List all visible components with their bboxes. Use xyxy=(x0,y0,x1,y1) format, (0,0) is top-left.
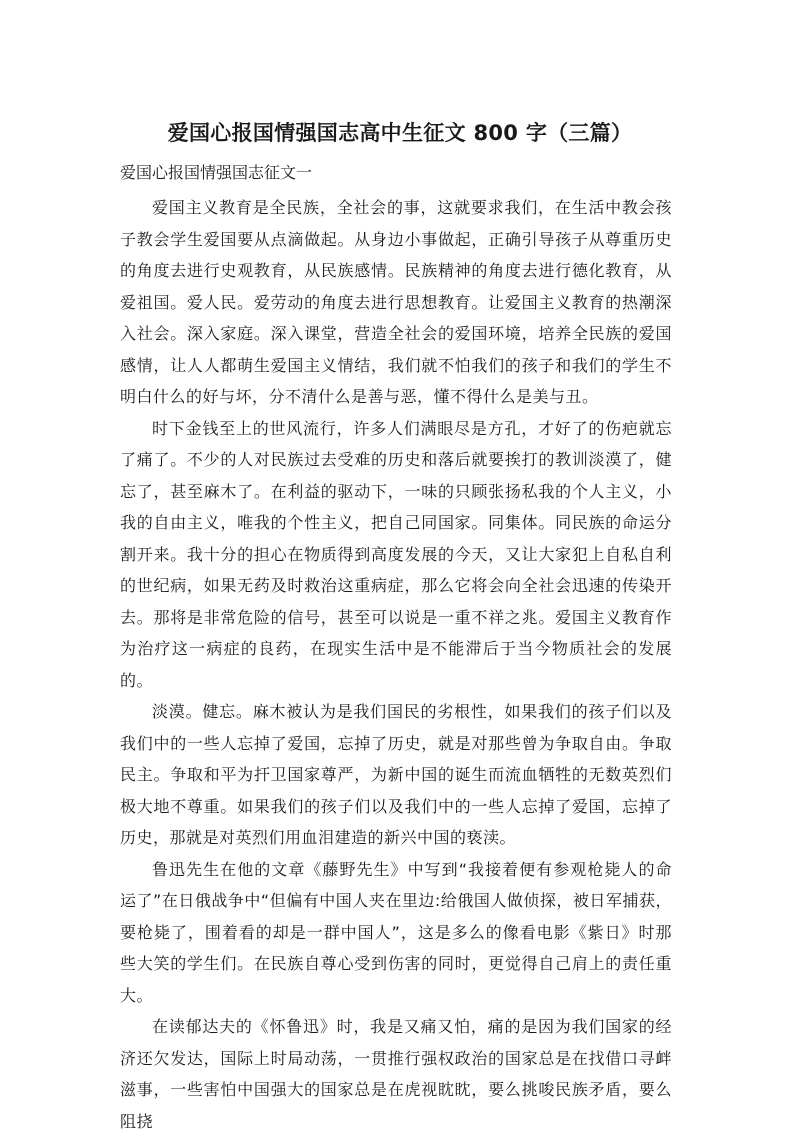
paragraph-5: 在读郁达夫的《怀鲁迅》时，我是又痛又怕，痛的是因为我们国家的经济还欠发达，国际上时局动荡，一贯推行强权政治的国家总是在找借口寻衅滋事，一些害怕中国强大的国家总是在虎视眈眈，要么挑唆民族矛盾，要么阻挠 xyxy=(120,1017,672,1131)
document-title: 爱国心报国情强国志高中生征文 800 字（三篇） xyxy=(167,121,633,145)
paragraph-3: 淡漠。健忘。麻木被认为是我们国民的劣根性，如果我们的孩子们以及我们中的一些人忘掉了爱国，忘掉了历史，就是对那些曾为争取自由。争取民主。争取和平为扞卫国家尊严，为新中国的诞生而流血牺牲的无数英烈们极大地不尊重。如果我们的孩子们以及我们中的一些人忘掉了爱国，忘掉了历史，那就是对英烈们用血泪建造的新兴中国的亵渎。 xyxy=(120,702,672,847)
essay-body xyxy=(120,192,672,1137)
essay-subtitle: 爱国心报国情强国志征文一 xyxy=(120,163,313,182)
paragraph-1: 爱国主义教育是全民族，全社会的事，这就要求我们，在生活中教会孩子教会学生爱国要从点滴做起。从身边小事做起，正确引导孩子从尊重历史的角度去进行史观教育，从民族感情。民族精神的角度去进行德化教育，从爱祖国。爱人民。爱劳动的角度去进行思想教育。让爱国主义教育的热潮深入社会。深入家庭。深入课堂，营造全社会的爱国环境，培养全民族的爱国感情，让人人都萌生爱国主义情结，我们就不怕我们的孩子和我们的学生不明白什么的好与坏，分不清什么是善与恶，懂不得什么是美与丑。 xyxy=(120,198,672,406)
paragraph-2: 时下金钱至上的世风流行，许多人们满眼尽是方孔，才好了的伤疤就忘了痛了。不少的人对民族过去受难的历史和落后就要挨打的教训淡漠了，健忘了，甚至麻木了。在利益的驱动下，一味的只顾张扬私我的个人主义，小我的自由主义，唯我的个性主义，把自己同国家。同集体。同民族的命运分割开来。我十分的担心在物质得到高度发展的今天，又让大家犯上自私自利的世纪病，如果无药及时救治这重病症，那么它将会向全社会迅速的传染开去。那将是非常危险的信号，甚至可以说是一重不祥之兆。爱国主义教育作为治疗这一病症的良药，在现实生活中是不能滞后于当今物质社会的发展的。 xyxy=(120,418,672,690)
paragraph-4: 鲁迅先生在他的文章《藤野先生》中写到“我接着便有参观枪毙人的命运了”在日俄战争中“但偏有中国人夹在里边:给俄国人做侦探，被日军捕获，要枪毙了，围着看的却是一群中国人”，这是多么的像看电影《紫日》时那些大笑的学生们。在民族自尊心受到伤害的同时，更觉得自己肩上的责任重大。 xyxy=(120,859,672,1005)
